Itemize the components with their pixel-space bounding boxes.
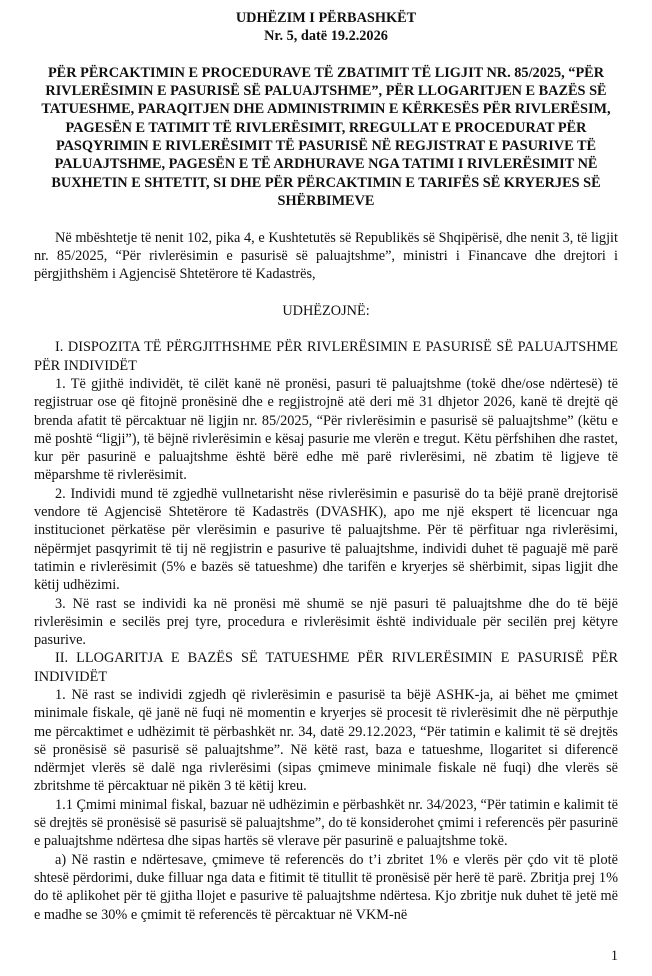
paragraph-i-1: 1. Të gjithë individët, të cilët kanë në pronësi, pasuri të paluajtshme (tokë dhe/ose ndërtesë) të regjistruar ose që fitojnë pronësinë dhe e regjistrojnë atë deri më 31 dhjetor 2026, kanë të drejtë që brenda afatit të përcaktuar në ligjin nr. 85/2025, “Për rivlerësimin e pasurisë së paluajtshme” (këtu e më poshtë “ligji”), të bëjnë rivlerësimin e kësaj pasurie me vlerën e tregut. Këtu përfshihen dhe rastet, kur për pasurinë e paluajtshme është bërë edhe më parë rivlerësimi, në zbatim të ligjeve të mëparshme të rivlerësimit. xyxy=(34,375,618,484)
paragraph-ii-1-1-a: a) Në rastin e ndërtesave, çmimeve të referencës do t’i zbritet 1% e vlerës për çdo vit të plotë shtesë përdorimi, duke filluar nga data e fitimit të titullit të pronësisë për herë të parë. Zbritja prej 1% do të aplikohet për të gjitha llojet e pasurive të paluajtshme ndërtesa. Kjo zbritje nuk duhet të jetë më e madhe se 30% e çmimit të referencës të përcaktuar në VKM-në xyxy=(34,851,618,923)
document-title: UDHËZIM I PËRBASHKËT xyxy=(235,10,417,26)
decree-word: UDHËZOJNË: xyxy=(282,302,370,319)
spacer xyxy=(34,210,618,228)
document-number-date: Nr. 5, datë 19.2.2026 xyxy=(264,28,388,45)
spacer xyxy=(34,320,618,338)
section-heading-ii: II. LLOGARITJA E BAZËS SË TATUESHME PËR RIVLERËSIMIN E PASURISË PËR INDIVIDËT xyxy=(34,650,618,685)
paragraph-i-2: 2. Individi mund të zgjedhë vullnetarisht nëse rivlerësimin e pasurisë do ta bëjë pranë drejtorisë vendore të Agjencisë Shtetërore të Kadastrës (DVASHK), apo me një ekspert të licencuar nga institucionet përkatëse për vlerësimin e pasurive të paluajtshme. Për të përfituar nga rivlerësimi, nëpërmjet pasqyrimit të tij në regjistrin e pasurive të paluajtshme, individi duhet të paguajë më parë tatimin e rivlerësimit (5% e bazës së tatueshme) dhe tarifën e kryerjes së shërbimit, sipas ligjit dhe këtij udhëzimi. xyxy=(34,485,618,594)
paragraph-ii-1: 1. Në rast se individi zgjedh që rivlerësimin e pasurisë ta bëjë ASHK-ja, ai bëhet me çmimet minimale fiskale, që janë në fuqi në momentin e kryerjes së procesit të rivlerësimit dhe në përputhje me përcaktimet e udhëzimit të përbashkët nr. 34, datë 29.12.2023, “Për tatimin e kalimit të së drejtës së pronësisë së pasurisë së paluajtshme”. Në këtë rast, baza e tatueshme, llogaritet si diferencë ndërmjet vlerës së dalë nga rivlerësimi (sipas çmimeve minimale fiskale në fuqi) dhe vlerës së zbritshme të përcaktuar në pikën 3 të këtij kreu. xyxy=(34,686,618,795)
spacer xyxy=(34,46,618,64)
preamble: Në mbështetje të nenit 102, pika 4, e Kushtetutës së Republikës së Shqipërisë, dhe nenit 3, të ligjit nr. 85/2025, “Për rivlerësimin e pasurisë së paluajtshme”, ministri i Financave dhe drejtori i përgjithshëm i Agjencisë Shtetërore të Kadastrës, xyxy=(34,229,618,283)
spacer xyxy=(34,283,618,301)
section-heading-i: I. DISPOZITA TË PËRGJITHSHME PËR RIVLERËSIMIN E PASURISË SË PALUAJTSHME PËR INDIVIDËT xyxy=(34,339,618,374)
document-subject: PËR PËRCAKTIMIN E PROCEDURAVE TË ZBATIMIT TË LIGJIT NR. 85/2025, “PËR RIVLERËSIMIN E PASURISË SË PALUAJTSHME”, PËR LLOGARITJEN E BAZËS SË TATUESHME, PARAQITJEN DHE ADMINISTRIMIN E KËRKESËS PËR RIVLERËSIM, PAGESËN E TATIMIT TË RIVLERËSIMIT, RREGULLAT E PROCEDURAT PËR PASQYRIMIN E RIVLERËSIMIT TË PASURISË NË REGJISTRAT E PASURIVE TË PALUAJTSHME, PAGESËN E TË ARDHURAVE NGA TATIMI I RIVLERËSIMIT NË BUXHETIN E SHTETIT, SI DHE PËR PËRCAKTIMIN E TARIFËS SË KRYERJES SË SHËRBIMEVE xyxy=(41,64,611,209)
paragraph-ii-1-1: 1.1 Çmimi minimal fiskal, bazuar në udhëzimin e përbashkët nr. 34/2023, “Për tatimin e kalimit të së drejtës së pronësisë së pasurisë së paluajtshme”, do të konsiderohet çmimi i referencës për pasurinë e paluajtshme ndërtesa dhe sipas hartës së vlerave për pasurinë e paluajtshme tokë. xyxy=(34,796,618,850)
paragraph-i-3: 3. Në rast se individi ka në pronësi më shumë se një pasuri të paluajtshme dhe do të bëjë rivlerësimin e secilës prej tyre, procedura e rivlerësimit është individuale për secilën prej këtyre pasurive. xyxy=(34,595,618,649)
page-number: 1 xyxy=(610,947,618,964)
